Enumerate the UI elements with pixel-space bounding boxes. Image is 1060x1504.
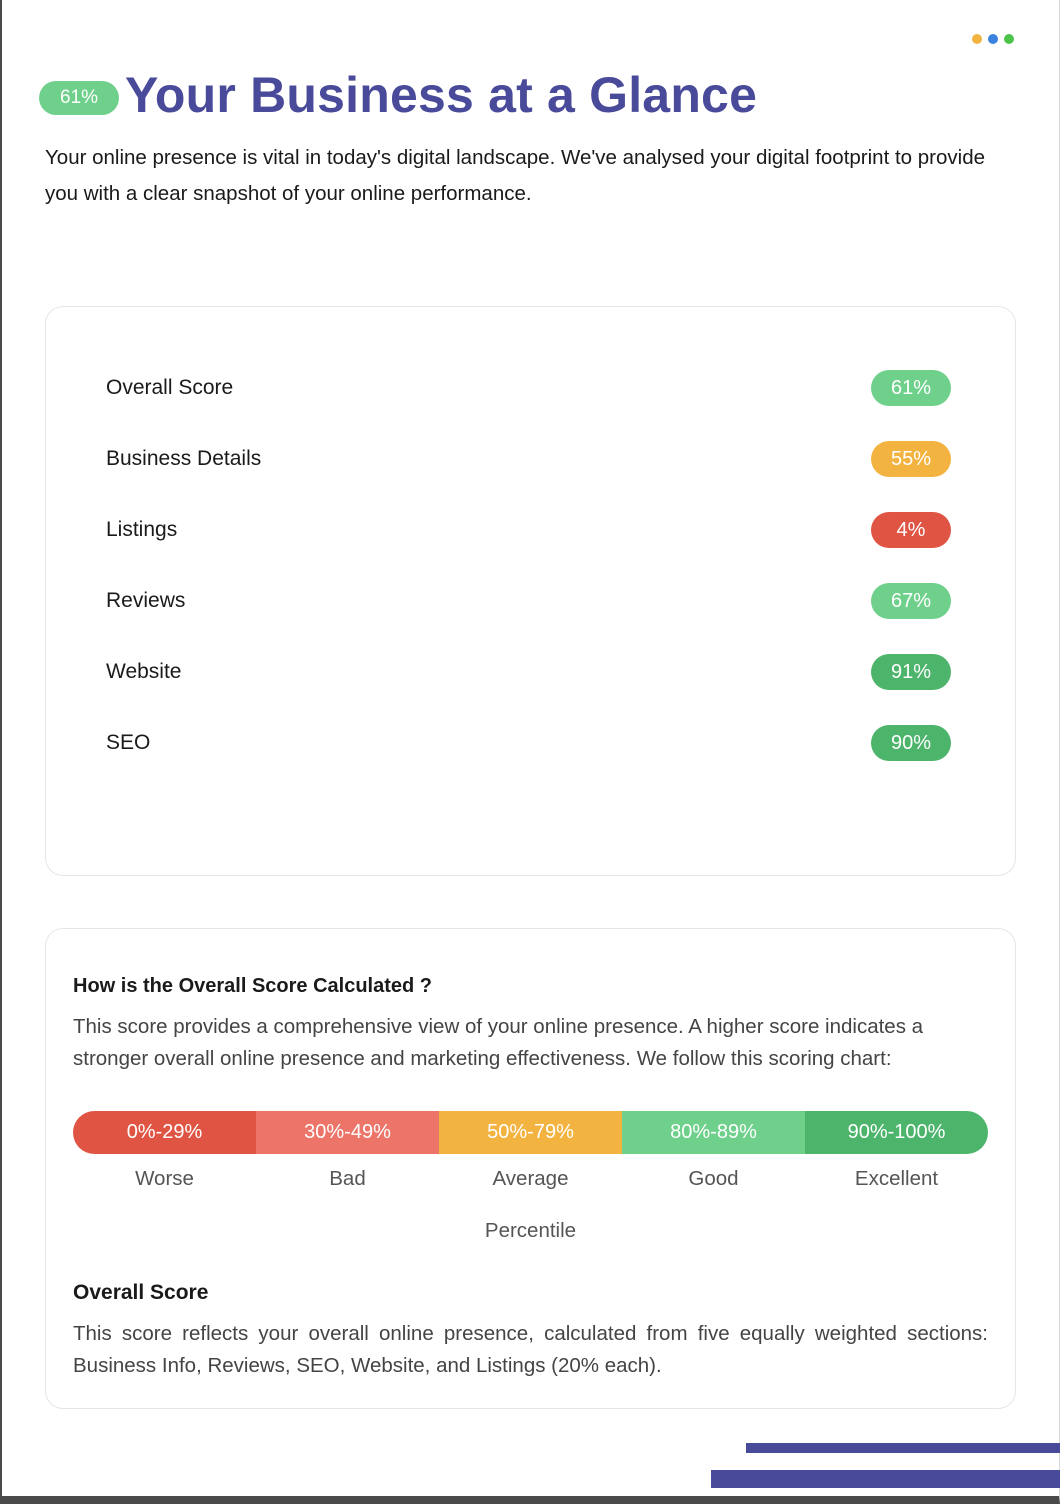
dot-green: [1004, 34, 1014, 44]
scale-label-good: Good: [688, 1167, 739, 1190]
scale-label-bad: Bad: [329, 1167, 366, 1190]
scale-segment-bad: 30%-49%: [256, 1111, 439, 1154]
scoring-scale-bar: [73, 1111, 988, 1154]
score-label: Overall Score: [106, 376, 234, 399]
page-title: Your Business at a Glance: [125, 67, 758, 123]
score-calculation-card: [45, 928, 1016, 1409]
score-pill: 67%: [871, 583, 951, 619]
overall-score-heading: Overall Score: [73, 1281, 209, 1304]
more-options-icon[interactable]: [972, 34, 1014, 44]
scale-segment-good: 80%-89%: [622, 1111, 805, 1154]
score-pill: 55%: [871, 441, 951, 477]
decorative-bar-top: [746, 1443, 1060, 1453]
score-row-overall: [106, 370, 951, 406]
scoring-scale-labels: [73, 1167, 988, 1191]
score-summary-card: [45, 306, 1016, 876]
score-row-business-details: [106, 441, 951, 477]
scale-label-excellent: Excellent: [854, 1167, 939, 1190]
scale-segment-worse: 0%-29%: [73, 1111, 256, 1154]
score-row-website: [106, 654, 951, 690]
score-pill: 91%: [871, 654, 951, 690]
dot-blue: [988, 34, 998, 44]
calculation-title: How is the Overall Score Calculated ?: [73, 975, 433, 997]
percentile-axis-label: Percentile: [484, 1219, 577, 1242]
scale-segment-excellent: 90%-100%: [805, 1111, 988, 1154]
score-pill: 4%: [871, 512, 951, 548]
score-row-seo: [106, 725, 951, 761]
decorative-bar-bottom: [711, 1470, 1060, 1488]
scale-label-average: Average: [492, 1167, 569, 1190]
score-label: Listings: [106, 518, 178, 541]
score-row-listings: [106, 512, 951, 548]
score-label: Business Details: [106, 447, 262, 470]
overall-score-badge: 61%: [39, 81, 119, 115]
page-header: [39, 66, 757, 124]
overall-score-description: This score reflects your overall online presence, calculated from five equally weighted sections: Business Info, Reviews, SEO, Website, and Listings (20% each).: [73, 1322, 988, 1377]
scale-label-worse: Worse: [135, 1167, 194, 1190]
score-label: Reviews: [106, 589, 186, 612]
score-label: SEO: [106, 731, 151, 754]
score-pill: 61%: [871, 370, 951, 406]
score-row-reviews: [106, 583, 951, 619]
scale-segment-average: 50%-79%: [439, 1111, 622, 1154]
score-pill: 90%: [871, 725, 951, 761]
calculation-description: This score provides a comprehensive view of your online presence. A higher score indicates a stronger overall online presence and marketing effectiveness. We follow this scoring chart:: [73, 1015, 924, 1070]
intro-text: Your online presence is vital in today's digital landscape. We've analysed your digital footprint to provide you with a clear snapshot of your online performance.: [45, 146, 985, 205]
dot-yellow: [972, 34, 982, 44]
score-label: Website: [106, 660, 182, 683]
